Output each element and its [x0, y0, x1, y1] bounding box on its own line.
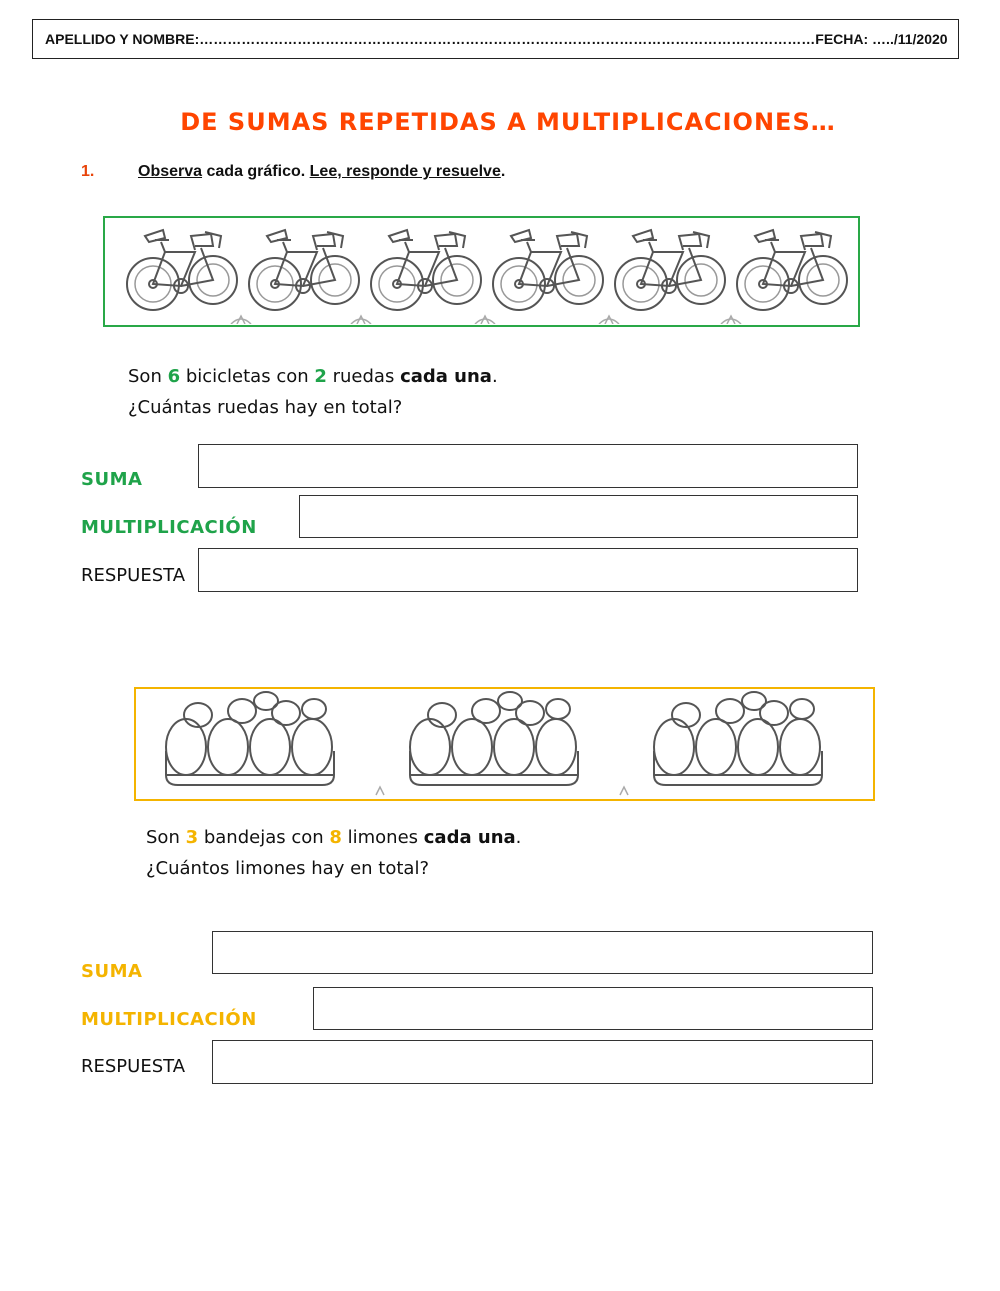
p2-son: Son — [146, 827, 186, 848]
problem2-question: ¿Cuántos limones hay en total? — [146, 858, 429, 879]
p1-dot: . — [491, 366, 498, 387]
problem1-question: ¿Cuántas ruedas hay en total? — [128, 397, 403, 418]
p2-suma-answer-box[interactable] — [212, 931, 873, 974]
instruction-observa: Observa — [138, 163, 203, 180]
p2-cada-una: cada una — [423, 827, 516, 848]
p1-wheel-count: 2 — [314, 366, 327, 387]
p2-dot: . — [515, 827, 522, 848]
problem2-statement — [146, 822, 521, 853]
bicycle-icons — [127, 230, 847, 310]
p2-limones: limones — [341, 827, 424, 848]
instruction-end: . — [500, 163, 506, 180]
p1-ruedas: ruedas — [326, 366, 401, 387]
problem1-statement — [128, 361, 498, 392]
p1-multiplicacion-label: MULTIPLICACIÓN — [81, 517, 257, 538]
p1-text: bicicletas con — [180, 366, 315, 387]
p1-multiplicacion-answer-box[interactable] — [299, 495, 858, 538]
bicycles-image — [103, 216, 860, 327]
p1-cada-una: cada una — [400, 366, 492, 387]
p1-suma-answer-box[interactable] — [198, 444, 858, 488]
instruction-number: 1. — [81, 163, 95, 180]
p1-respuesta-label: RESPUESTA — [81, 565, 186, 586]
p2-tray-count: 3 — [185, 827, 199, 848]
instruction-text — [138, 163, 505, 181]
p1-suma-label: SUMA — [81, 469, 143, 490]
lemon-trays-drawing — [136, 689, 872, 798]
p2-suma-label: SUMA — [81, 961, 143, 982]
p2-respuesta-answer-box[interactable] — [212, 1040, 873, 1084]
lemon-tray-icons — [166, 692, 822, 785]
p1-bike-count: 6 — [167, 366, 181, 387]
name-label: APELLIDO Y NOMBRE:…………………………………………………………………………………………………………………… — [45, 31, 816, 47]
p2-text: bandejas con — [198, 827, 330, 848]
header-box — [32, 19, 959, 59]
p2-multiplicacion-label: MULTIPLICACIÓN — [81, 1009, 257, 1030]
date-label: FECHA: …../11/2020 — [815, 31, 948, 47]
lemon-trays-image — [134, 687, 875, 801]
p2-respuesta-label: RESPUESTA — [81, 1056, 186, 1077]
instruction-middle: cada gráfico. — [202, 163, 310, 180]
bicycles-drawing — [105, 218, 857, 324]
instruction-lee: Lee, responde y resuelve — [309, 163, 501, 180]
worksheet-title: DE SUMAS REPETIDAS A MULTIPLICACIONES… — [180, 108, 836, 136]
p2-multiplicacion-answer-box[interactable] — [313, 987, 873, 1030]
p1-son: Son — [128, 366, 168, 387]
p2-lemon-count: 8 — [329, 827, 342, 848]
p1-respuesta-answer-box[interactable] — [198, 548, 858, 592]
